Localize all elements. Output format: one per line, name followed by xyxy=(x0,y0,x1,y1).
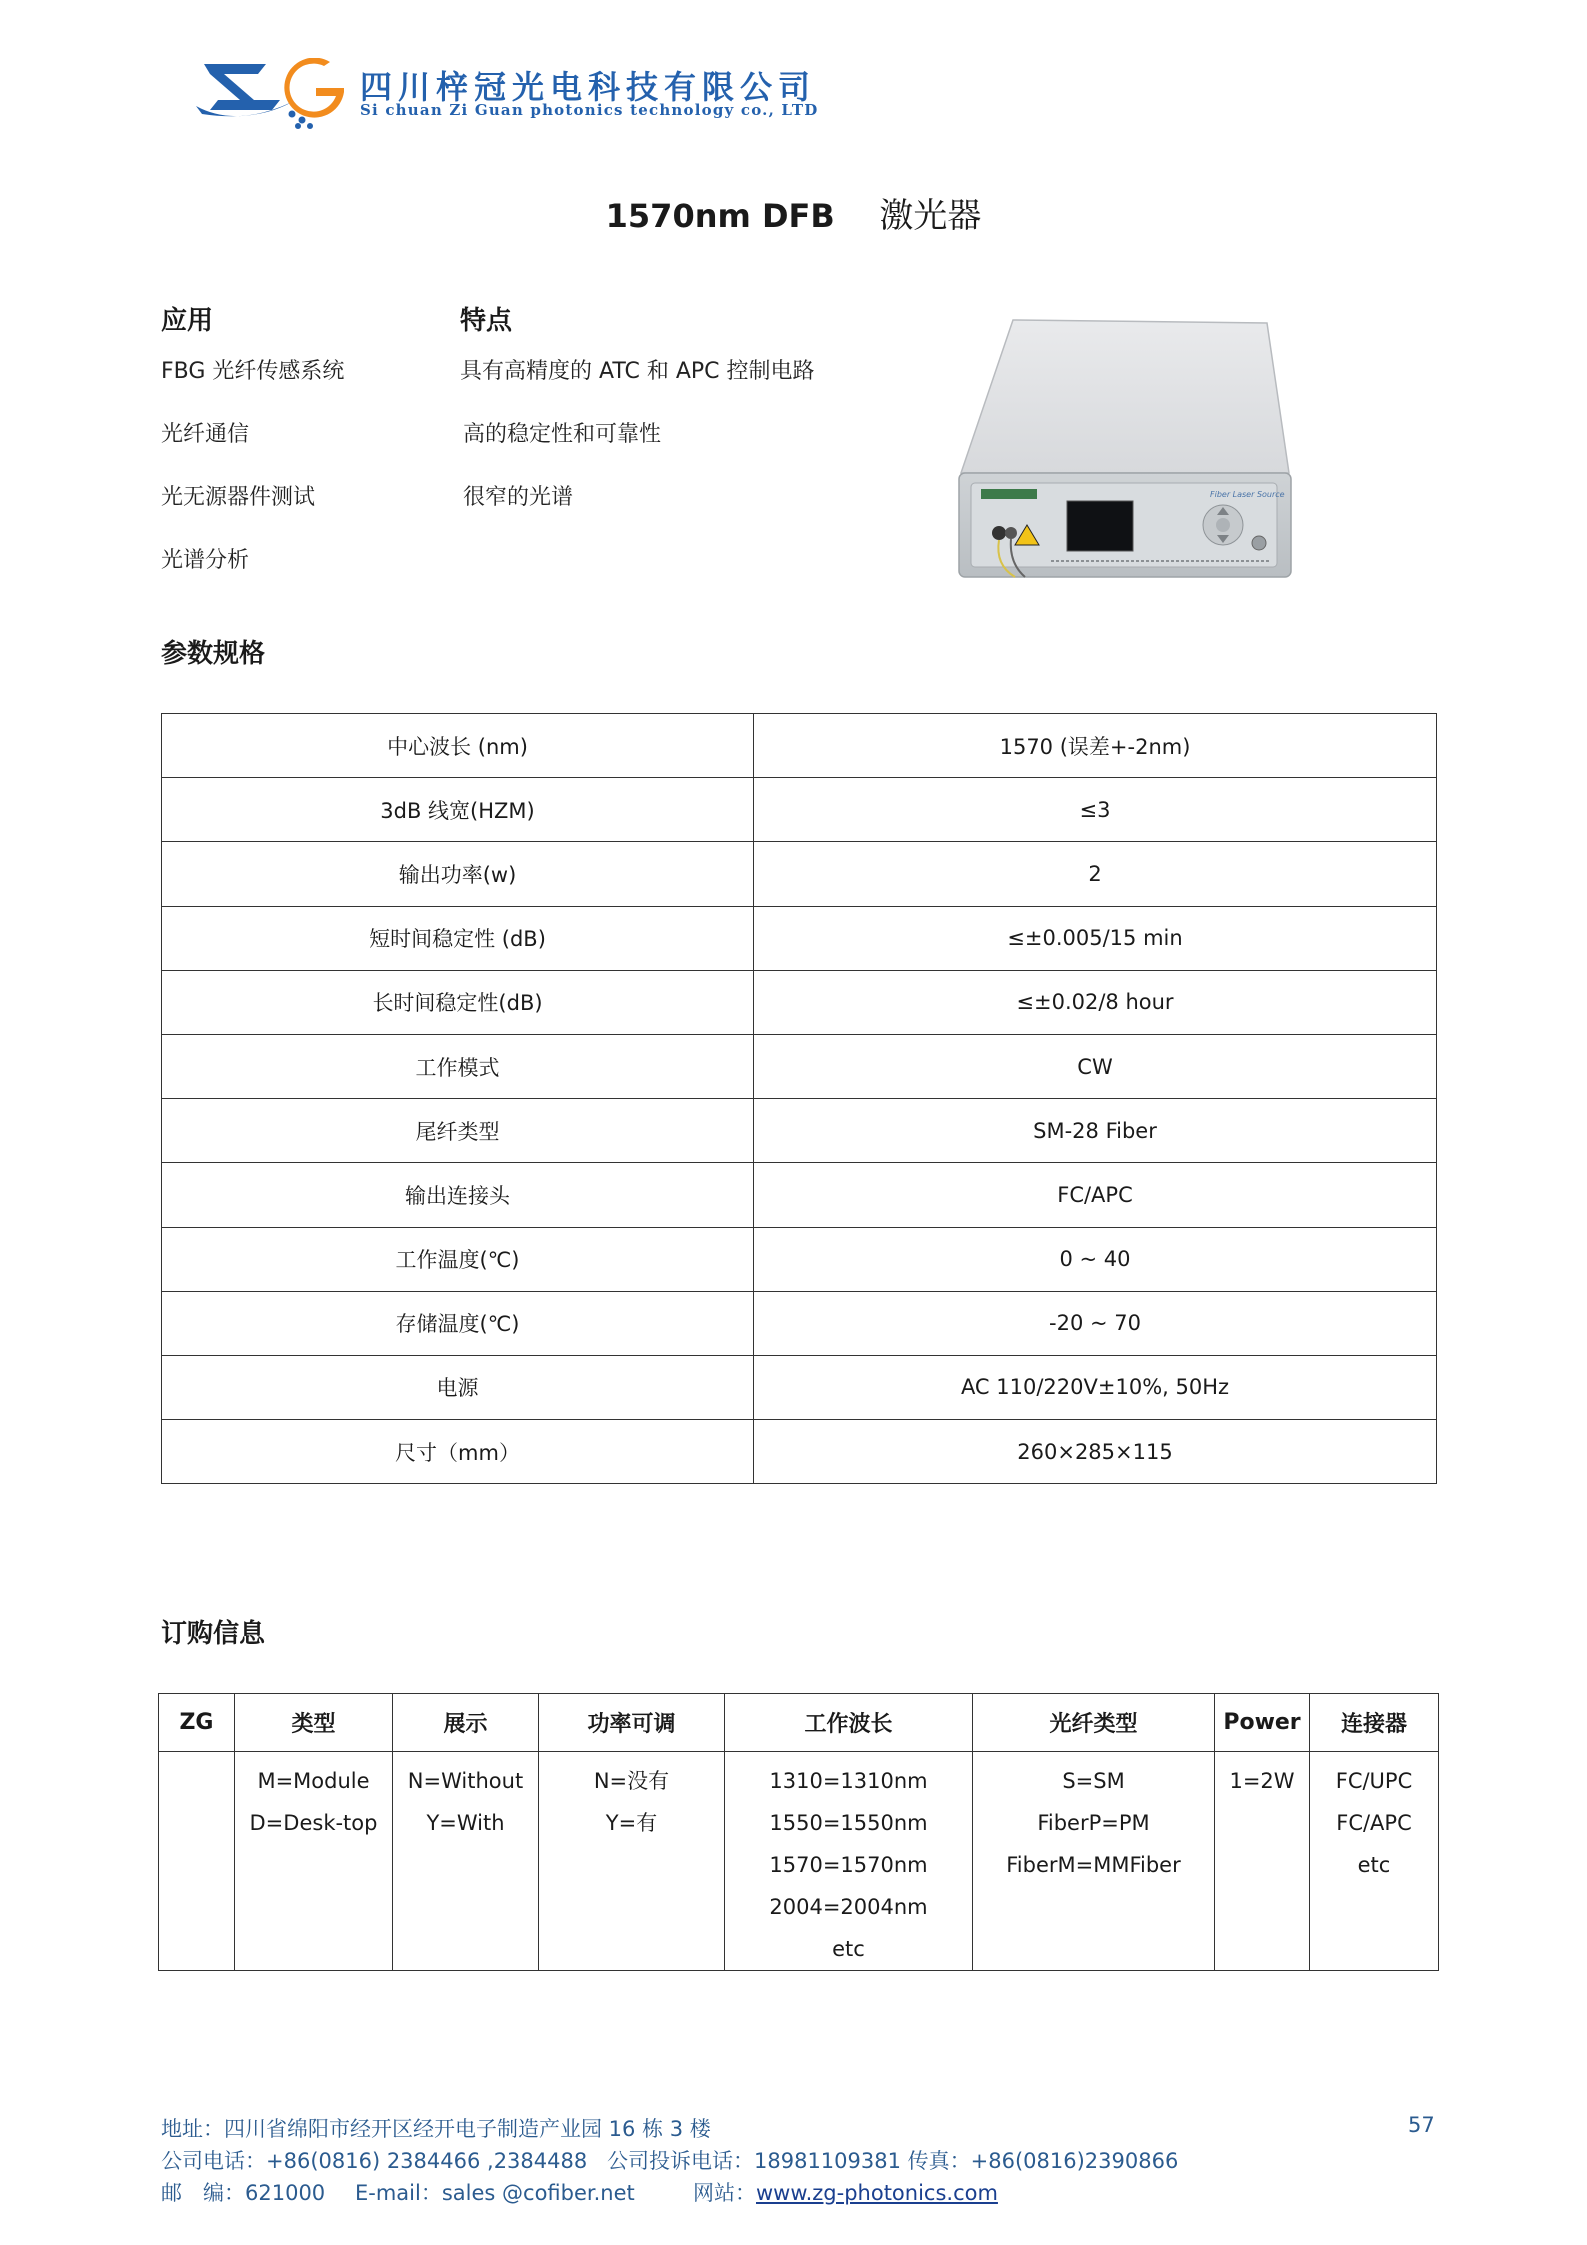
spec-value: 2 xyxy=(754,842,1437,906)
table-row xyxy=(162,1291,1437,1355)
order-cell-power-adjust xyxy=(539,1752,725,1971)
table-header-row xyxy=(159,1694,1439,1752)
order-option: FC/APC xyxy=(1336,1811,1412,1835)
order-header: 工作波长 xyxy=(725,1694,973,1752)
feature-item: 高的稳定性和可靠性 xyxy=(463,422,662,447)
spec-param: 长时间稳定性(dB) xyxy=(162,970,754,1034)
footer-email: E-mail：sales @cofiber.net xyxy=(355,2181,635,2205)
order-option: FiberM=MMFiber xyxy=(1006,1853,1181,1877)
spec-value: 1570 (误差+-2nm) xyxy=(754,714,1437,778)
order-option: D=Desk-top xyxy=(249,1811,378,1835)
ordering-table xyxy=(158,1693,1439,1971)
applications-heading: 应用 xyxy=(161,306,214,336)
application-item: 光无源器件测试 xyxy=(161,485,316,510)
spec-value: 260×285×115 xyxy=(754,1420,1437,1484)
website-label: 网站： xyxy=(693,2181,756,2205)
order-option: 1310=1310nm xyxy=(769,1769,928,1793)
order-cell-zg xyxy=(159,1752,235,1971)
feature-item: 很窄的光谱 xyxy=(463,485,574,510)
order-option: 1550=1550nm xyxy=(769,1811,928,1835)
table-row xyxy=(162,842,1437,906)
feature-item: 具有高精度的 ATC 和 APC 控制电路 xyxy=(460,359,815,384)
application-item: FBG 光纤传感系统 xyxy=(161,359,345,384)
footer-phone: 公司电话：+86(0816) 2384466 ,2384488 xyxy=(161,2149,588,2173)
zg-logo-icon xyxy=(196,58,346,130)
spec-param: 尺寸（mm） xyxy=(162,1420,754,1484)
order-option: 1=2W xyxy=(1229,1769,1295,1793)
table-row xyxy=(162,1420,1437,1484)
order-header: 展示 xyxy=(393,1694,539,1752)
table-row xyxy=(162,1163,1437,1227)
footer-website xyxy=(693,2177,998,2207)
spec-param: 输出连接头 xyxy=(162,1163,754,1227)
order-option: 1570=1570nm xyxy=(769,1853,928,1877)
table-row xyxy=(162,906,1437,970)
spec-param: 存储温度(℃) xyxy=(162,1291,754,1355)
order-cell-connector xyxy=(1310,1752,1439,1971)
order-option: S=SM xyxy=(1062,1769,1125,1793)
order-option: 2004=2004nm xyxy=(769,1895,928,1919)
spec-value: ≤3 xyxy=(754,778,1437,842)
order-header: Power xyxy=(1215,1694,1310,1752)
company-name-en: Si chuan Zi Guan photonics technology co., LTD xyxy=(360,101,819,119)
order-option: N=没有 xyxy=(593,1769,670,1793)
table-row xyxy=(162,1034,1437,1098)
order-header: 类型 xyxy=(235,1694,393,1752)
order-option: Y=With xyxy=(426,1811,505,1835)
title-name-cn: 激光器 xyxy=(879,196,982,236)
product-photo xyxy=(955,315,1295,585)
website-link[interactable]: www.zg-photonics.com xyxy=(756,2181,998,2205)
application-item: 光纤通信 xyxy=(161,422,250,447)
spec-param: 短时间稳定性 (dB) xyxy=(162,906,754,970)
spec-value: ≤±0.02/8 hour xyxy=(754,970,1437,1034)
footer-complaint-fax: 公司投诉电话：18981109381 传真：+86(0816)2390866 xyxy=(607,2149,1179,2173)
footer-address: 地址：四川省绵阳市经开区经开电子制造产业园 16 栋 3 楼 xyxy=(161,2117,711,2141)
order-cell-power xyxy=(1215,1752,1310,1971)
table-row xyxy=(162,1099,1437,1163)
spec-value: AC 110/220V±10%, 50Hz xyxy=(754,1355,1437,1419)
order-cell-type xyxy=(235,1752,393,1971)
spec-param: 工作模式 xyxy=(162,1034,754,1098)
spec-value: 0 ~ 40 xyxy=(754,1227,1437,1291)
order-header: 连接器 xyxy=(1310,1694,1439,1752)
table-row xyxy=(159,1752,1439,1971)
ordering-heading: 订购信息 xyxy=(161,1619,266,1649)
spec-param: 中心波长 (nm) xyxy=(162,714,754,778)
order-cell-display xyxy=(393,1752,539,1971)
table-row xyxy=(162,1227,1437,1291)
footer-postcode: 邮 编：621000 xyxy=(161,2181,326,2205)
application-item: 光谱分析 xyxy=(161,548,250,573)
spec-param: 尾纤类型 xyxy=(162,1099,754,1163)
spec-value: SM-28 Fiber xyxy=(754,1099,1437,1163)
order-option: M=Module xyxy=(257,1769,370,1793)
spec-value: FC/APC xyxy=(754,1163,1437,1227)
spec-param: 输出功率(w) xyxy=(162,842,754,906)
order-option: FiberP=PM xyxy=(1037,1811,1150,1835)
spec-value: -20 ~ 70 xyxy=(754,1291,1437,1355)
order-option: FC/UPC xyxy=(1335,1769,1413,1793)
features-heading: 特点 xyxy=(460,306,513,336)
order-option: Y=有 xyxy=(605,1811,658,1835)
company-name-cn: 四川梓冠光电科技有限公司 xyxy=(360,68,817,106)
title-model: 1570nm DFB xyxy=(605,197,835,235)
order-option: etc xyxy=(832,1937,865,1961)
table-row xyxy=(162,970,1437,1034)
page-title xyxy=(0,188,1587,237)
spec-value: ≤±0.005/15 min xyxy=(754,906,1437,970)
panel-label: Fiber Laser Source xyxy=(1210,490,1285,499)
spec-param: 工作温度(℃) xyxy=(162,1227,754,1291)
spec-table xyxy=(161,713,1437,1484)
order-header: 光纤类型 xyxy=(973,1694,1215,1752)
table-row xyxy=(162,778,1437,842)
specs-heading: 参数规格 xyxy=(161,639,266,669)
order-option: etc xyxy=(1357,1853,1391,1877)
table-row xyxy=(162,1355,1437,1419)
order-cell-fiber-type xyxy=(973,1752,1215,1971)
order-header: 功率可调 xyxy=(539,1694,725,1752)
order-cell-wavelength xyxy=(725,1752,973,1971)
spec-value: CW xyxy=(754,1034,1437,1098)
order-option: N=Without xyxy=(407,1769,524,1793)
page-number: 57 xyxy=(1408,2113,1435,2137)
spec-param: 3dB 线宽(HZM) xyxy=(162,778,754,842)
table-row xyxy=(162,714,1437,778)
order-header: ZG xyxy=(159,1694,235,1752)
spec-param: 电源 xyxy=(162,1355,754,1419)
